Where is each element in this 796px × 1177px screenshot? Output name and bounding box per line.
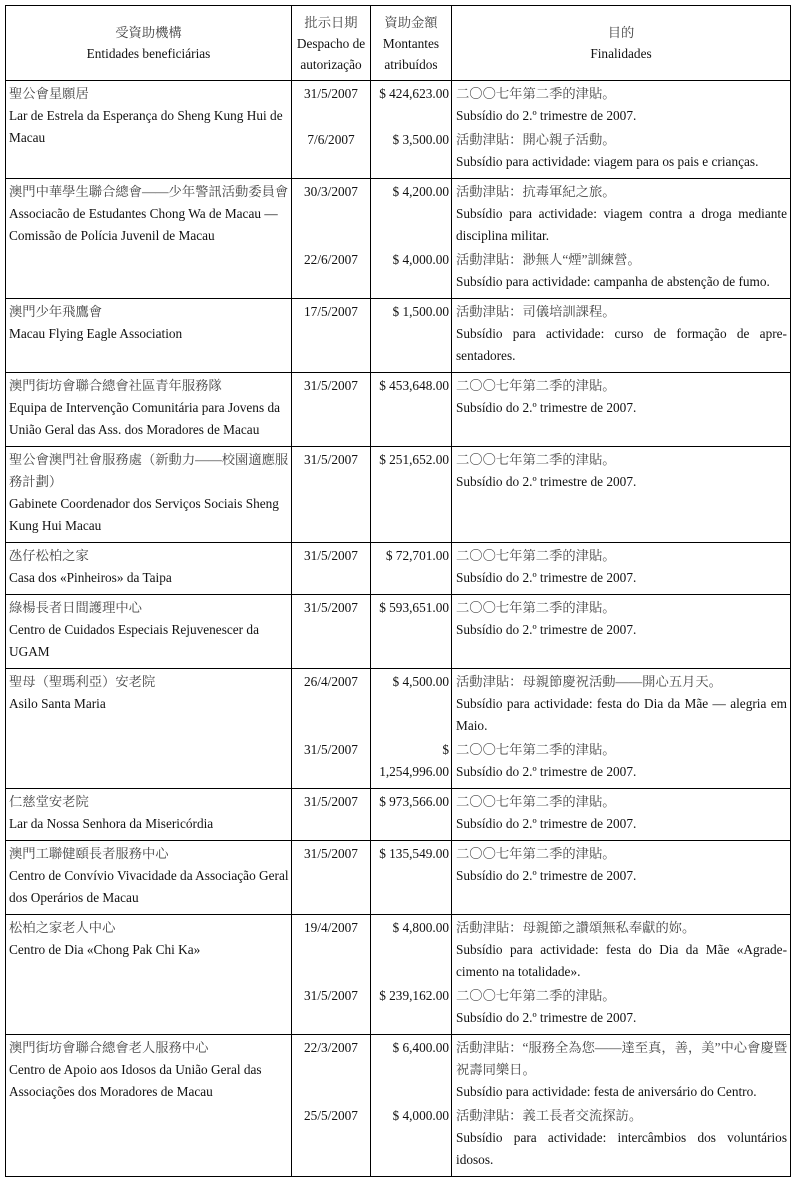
authorization-date: 17/5/2007: [292, 299, 371, 372]
table-row: [6, 179, 790, 299]
table-row: [6, 81, 790, 179]
authorization-date: 19/4/2007: [292, 915, 371, 983]
entity-name-pt: Macau Flying Eagle Association: [9, 326, 183, 341]
purpose-pt: Subsídio para actividade: viagem contra a droga mediante disciplina militar.: [456, 206, 787, 243]
entity-cell: [6, 1035, 292, 1176]
purpose-zh: 活動津貼：“服務全為您——達至真，善，美”中心會慶暨祝壽同樂日。: [456, 1040, 787, 1077]
purpose-cell: [452, 81, 790, 127]
header-amount: [371, 6, 452, 80]
entity-name-pt: Centro de Cuidados Especiais Rejuvenescer da UGAM: [9, 622, 259, 659]
table-row: [6, 299, 790, 373]
entity-name-zh: 聖公會星願居: [9, 86, 89, 101]
entity-cell: [6, 595, 292, 668]
entity-name-pt: Centro de Convívio Vivacidade da Associação Geral dos Operários de Macau: [9, 868, 289, 905]
amount: $ 424,623.00: [371, 81, 452, 127]
purpose-pt: Subsídio do 2.º trimestre de 2007.: [456, 570, 637, 585]
purpose-cell: [452, 669, 790, 737]
purpose-pt: Subsídio do 2.º trimestre de 2007.: [456, 1010, 637, 1025]
header-purpose-pt: Finalidades: [590, 46, 652, 61]
amount: $ 135,549.00: [371, 841, 452, 914]
purpose-cell: [452, 299, 790, 367]
entity-name-pt: Equipa de Intervenção Comunitária para Jovens da União Geral das Ass. dos Moradores de Macau: [9, 400, 281, 437]
purpose-zh: 二〇〇七年第二季的津貼。: [456, 378, 616, 393]
table-row: [6, 373, 790, 447]
entity-name-zh: 氹仔松柏之家: [9, 548, 89, 563]
purpose-cell: [452, 1103, 790, 1171]
entity-name-zh: 澳門中華學生聯合總會——少年警訊活動委員會: [9, 184, 289, 199]
authorization-date: 31/5/2007: [292, 595, 371, 668]
entity-cell: [6, 841, 292, 914]
authorization-date: 7/6/2007: [292, 127, 371, 178]
purpose-zh: 活動津貼：司儀培訓課程。: [456, 304, 616, 319]
amount: $ 4,200.00: [371, 179, 452, 247]
entity-name-zh: 澳門少年飛鷹會: [9, 304, 103, 319]
authorization-date: 31/5/2007: [292, 983, 371, 1034]
amount: $ 1,500.00: [371, 299, 452, 372]
amount: $ 4,500.00: [371, 669, 452, 737]
authorization-date: 31/5/2007: [292, 447, 371, 542]
entity-name-pt: Centro de Apoio aos Idosos da União Geral das Associações dos Moradores de Macau: [9, 1062, 262, 1099]
purpose-zh: 二〇〇七年第二季的津貼。: [456, 846, 616, 861]
entity-name-pt: Lar da Nossa Senhora da Misericórdia: [9, 816, 214, 831]
entity-cell: [6, 373, 292, 446]
header-entity-zh: 受資助機構: [115, 25, 182, 40]
purpose-pt: Subsídio do 2.º trimestre de 2007.: [456, 764, 637, 779]
entity-name-zh: 澳門街坊會聯合總會社區青年服務隊: [9, 378, 222, 393]
purpose-cell: [452, 841, 790, 909]
purpose-cell: [452, 543, 790, 589]
table-row: [6, 915, 790, 1035]
purpose-pt: Subsídio para actividade: festa do Dia da Mãe «Agrade-cimento na totalidade».: [456, 942, 787, 979]
purpose-pt: Subsídio para actividade: festa do Dia da Mãe — alegria em Maio.: [456, 696, 787, 733]
purpose-cell: [452, 179, 790, 247]
table-row: [6, 543, 790, 595]
purpose-zh: 二〇〇七年第二季的津貼。: [456, 794, 616, 809]
authorization-date: 31/5/2007: [292, 789, 371, 840]
entity-cell: [6, 299, 292, 372]
entity-name-zh: 聖母（聖瑪利亞）安老院: [9, 674, 156, 689]
purpose-zh: 二〇〇七年第二季的津貼。: [456, 86, 616, 101]
authorization-date: 31/5/2007: [292, 373, 371, 446]
entity-cell: [6, 179, 292, 298]
purpose-pt: Subsídio do 2.º trimestre de 2007.: [456, 622, 637, 637]
authorization-date: 26/4/2007: [292, 669, 371, 737]
table-row: [6, 669, 790, 789]
header-date-zh: 批示日期: [304, 14, 358, 30]
entity-name-zh: 澳門街坊會聯合總會老人服務中心: [9, 1040, 209, 1055]
amount: $ 239,162.00: [371, 983, 452, 1034]
header-entity: [6, 6, 292, 80]
entity-name-pt: Casa dos «Pinheiros» da Taipa: [9, 570, 172, 585]
purpose-cell: [452, 127, 790, 173]
purpose-cell: [452, 447, 790, 537]
purpose-pt: Subsídio do 2.º trimestre de 2007.: [456, 400, 637, 415]
entity-name-zh: 綠楊長者日間護理中心: [9, 600, 142, 615]
purpose-cell: [452, 789, 790, 835]
entity-cell: [6, 789, 292, 840]
entity-cell: [6, 915, 292, 1034]
amount: $ 6,400.00: [371, 1035, 452, 1103]
entity-name-zh: 聖公會澳門社會服務處（新動力——校園適應服務計劃）: [9, 452, 289, 489]
authorization-date: 22/3/2007: [292, 1035, 371, 1103]
entity-cell: [6, 81, 292, 178]
purpose-zh: 活動津貼：義工長者交流探訪。: [456, 1108, 643, 1123]
purpose-cell: [452, 595, 790, 663]
purpose-cell: [452, 247, 790, 293]
table-row: [6, 1035, 790, 1176]
header-purpose: [452, 6, 790, 80]
entity-cell: [6, 447, 292, 542]
authorization-date: 31/5/2007: [292, 81, 371, 127]
purpose-pt: Subsídio para actividade: festa de aniversário do Centro.: [456, 1084, 757, 1099]
entity-name-zh: 仁慈堂安老院: [9, 794, 89, 809]
amount: $ 72,701.00: [371, 543, 452, 594]
purpose-zh: 活動津貼：抗毒軍紀之旅。: [456, 184, 616, 199]
purpose-zh: 活動津貼：開心親子活動。: [456, 132, 616, 147]
amount: $ 4,800.00: [371, 915, 452, 983]
amount: $ 453,648.00: [371, 373, 452, 446]
purpose-cell: [452, 915, 790, 983]
entity-name-zh: 澳門工聯健頤長者服務中心: [9, 846, 169, 861]
authorization-date: 31/5/2007: [292, 737, 371, 788]
purpose-zh: 二〇〇七年第二季的津貼。: [456, 600, 616, 615]
purpose-cell: [452, 373, 790, 441]
entity-name-pt: Centro de Dia «Chong Pak Chi Ka»: [9, 942, 201, 957]
purpose-zh: 二〇〇七年第二季的津貼。: [456, 452, 616, 467]
table-body: [6, 81, 790, 1176]
purpose-zh: 二〇〇七年第二季的津貼。: [456, 548, 616, 563]
purpose-pt: Subsídio do 2.º trimestre de 2007.: [456, 868, 637, 883]
amount: $ 4,000.00: [371, 247, 452, 298]
authorization-date: 22/6/2007: [292, 247, 371, 298]
header-purpose-zh: 目的: [607, 25, 635, 40]
table-row: [6, 789, 790, 841]
table-row: [6, 447, 790, 543]
purpose-cell: [452, 983, 790, 1029]
header-date-pt: Despacho de autorização: [296, 35, 366, 72]
amount: $ 593,651.00: [371, 595, 452, 668]
header-amount-zh: 資助金額: [384, 14, 438, 30]
header-amount-pt: Montantes atribuídos: [382, 35, 440, 72]
authorization-date: 31/5/2007: [292, 841, 371, 914]
authorization-date: 25/5/2007: [292, 1103, 371, 1176]
purpose-zh: 活動津貼：母親節慶祝活動——開心五月天。: [456, 674, 722, 689]
amount: $ 251,652.00: [371, 447, 452, 542]
entity-cell: [6, 543, 292, 594]
purpose-pt: Subsídio do 2.º trimestre de 2007.: [456, 474, 637, 489]
entity-cell: [6, 669, 292, 788]
purpose-cell: [452, 737, 790, 783]
entity-name-pt: Associacão de Estudantes Chong Wa de Macau — Comissão de Polícia Juvenil de Macau: [9, 206, 278, 243]
purpose-pt: Subsídio para actividade: intercâmbios dos voluntários idosos.: [456, 1130, 787, 1167]
authorization-date: 31/5/2007: [292, 543, 371, 594]
purpose-zh: 二〇〇七年第二季的津貼。: [456, 988, 616, 1003]
table-row: [6, 841, 790, 915]
purpose-cell: [452, 1035, 790, 1103]
purpose-pt: Subsídio do 2.º trimestre de 2007.: [456, 816, 637, 831]
table-row: [6, 595, 790, 669]
purpose-pt: Subsídio para actividade: curso de formação de apre-sentadores.: [456, 326, 787, 363]
header-date: [292, 6, 371, 80]
amount: $ 1,254,996.00: [371, 737, 452, 788]
subsidy-table: [5, 5, 791, 1177]
purpose-zh: 活動津貼：母親節之讚頌無私奉獻的妳。: [456, 920, 696, 935]
table-header: [6, 6, 790, 81]
amount: $ 973,566.00: [371, 789, 452, 840]
amount: $ 3,500.00: [371, 127, 452, 178]
purpose-pt: Subsídio do 2.º trimestre de 2007.: [456, 108, 637, 123]
header-entity-pt: Entidades beneficiárias: [86, 46, 211, 61]
entity-name-pt: Gabinete Coordenador dos Serviços Sociais Sheng Kung Hui Macau: [9, 496, 279, 533]
entity-name-pt: Lar de Estrela da Esperança do Sheng Kung Hui de Macau: [9, 108, 283, 145]
authorization-date: 30/3/2007: [292, 179, 371, 247]
purpose-zh: 二〇〇七年第二季的津貼。: [456, 742, 616, 757]
purpose-pt: Subsídio para actividade: campanha de abstenção de fumo.: [456, 274, 770, 289]
entity-name-zh: 松柏之家老人中心: [9, 920, 116, 935]
purpose-pt: Subsídio para actividade: viagem para os pais e crianças.: [456, 154, 759, 169]
amount: $ 4,000.00: [371, 1103, 452, 1176]
purpose-zh: 活動津貼：渺無人“煙”訓練營。: [456, 252, 641, 267]
entity-name-pt: Asilo Santa Maria: [9, 696, 106, 711]
